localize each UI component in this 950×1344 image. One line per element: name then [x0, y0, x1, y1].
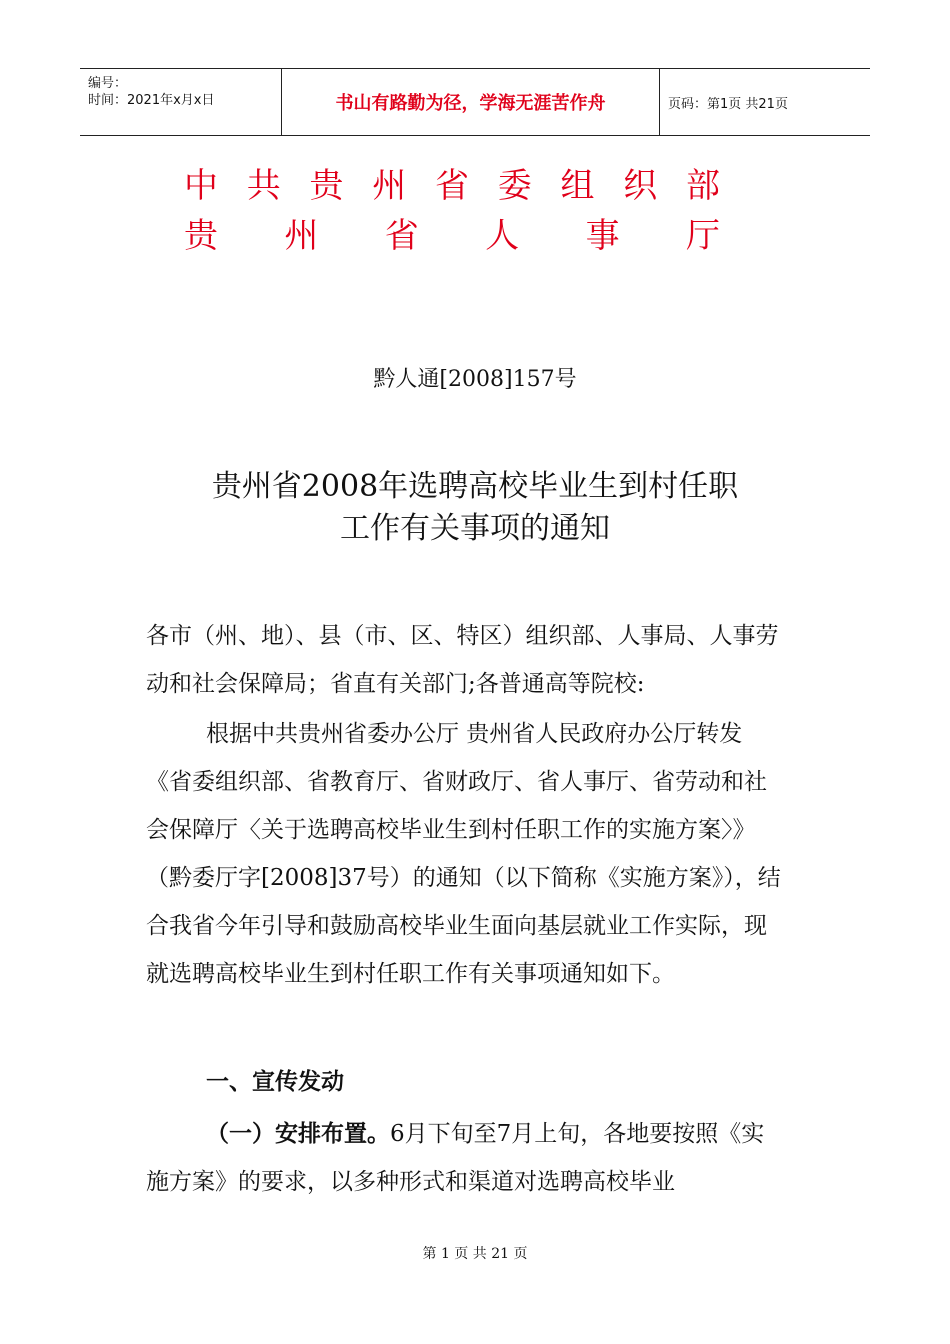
org-char: 贵 — [184, 216, 218, 256]
org-char: 组 — [560, 166, 595, 206]
org-char: 事 — [585, 216, 620, 256]
subsection-paragraph — [146, 1110, 786, 1206]
org-char: 贵 — [309, 166, 344, 206]
org-char: 省 — [384, 216, 419, 256]
org-char: 部 — [686, 166, 720, 206]
org-char: 州 — [284, 216, 319, 256]
org-name-line-2 — [184, 216, 720, 256]
title-line-1: 贵州省2008年选聘高校毕业生到村任职 — [211, 469, 739, 504]
header-motto: 书山有路勤为径，学海无涯苦作舟 — [282, 69, 660, 135]
org-char: 委 — [497, 166, 532, 206]
org-char: 人 — [485, 216, 520, 256]
title-line-2: 工作有关事项的通知 — [340, 511, 610, 546]
document-title — [0, 466, 950, 550]
document-number: 黔人通[2008]157号 — [373, 367, 577, 392]
header-page-info: 页码：第1页 共21页 — [668, 96, 788, 112]
addressee-paragraph: 各市（州、地）、县（市、区、特区）组织部、人事局、人事劳动和社会保障局；省直有关部门;各普通高等院校: — [146, 623, 779, 697]
org-char: 共 — [246, 166, 281, 206]
org-char: 织 — [623, 166, 658, 206]
subsection-heading: （一）安排布置。 — [206, 1121, 390, 1147]
section-heading: 一、宣传发动 — [206, 1069, 344, 1095]
org-char: 中 — [184, 166, 218, 206]
org-char: 厅 — [685, 216, 720, 256]
org-name-line-1 — [184, 166, 720, 206]
document-header-table — [80, 68, 870, 136]
number-label: 编号： — [88, 76, 128, 91]
header-meta-cell — [80, 69, 282, 135]
org-char: 省 — [435, 166, 469, 206]
page-footer: 第 1 页 共 21 页 — [422, 1246, 528, 1262]
intro-paragraph: 根据中共贵州省委办公厅 贵州省人民政府办公厅转发《省委组织部、省教育厅、省财政厅、省人事厅、省劳动和社会保障厅〈关于选聘高校毕业生到村任职工作的实施方案〉》（黔委厅字[2008]37号）的通知（以下简称《实施方案》），结合我省今年引导和鼓励高校毕业生面向基层就业工作实际，现就选聘高校毕业生到村任职工作有关事项通知如下。 — [146, 721, 781, 987]
org-char: 州 — [372, 166, 407, 206]
time-label: 时间：2021年x月x日 — [88, 93, 215, 108]
subsection-text: 6月下旬至7月上旬，各地要按照《实施方案》的要求，以多种形式和渠道对选聘高校毕业 — [146, 1121, 765, 1195]
